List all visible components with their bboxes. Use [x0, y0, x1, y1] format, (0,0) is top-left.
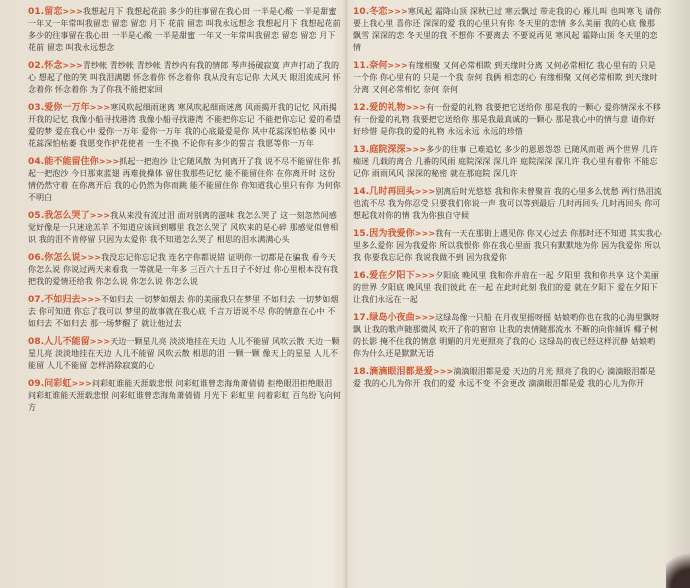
song-name: 问彩虹: [44, 379, 72, 389]
song-title: [353, 145, 426, 155]
song-number: 13.: [353, 145, 370, 155]
lyric-text: 夕阳底 晚风里 我和你并肩在一起 夕阳里 我和你共享 这个美丽的世界 夕阳底 晚风里 我们彼此 在一起 在此时此刻 我们的爱 就在夕阳下 爱在夕阳下 让我们永远在一起: [353, 271, 659, 304]
title-arrow: >>>: [405, 145, 427, 154]
song-number: 05.: [28, 211, 45, 221]
song-block: [28, 60, 341, 96]
song-title: [353, 103, 426, 113]
song-title: [28, 211, 110, 221]
title-arrow: >>>: [432, 367, 454, 376]
lyric-text: 寒风起 霜降山顶 深秋已过 寒云飘过 带走我的心 雁儿叫 也叫寒飞 请你要上我心里 喜你还 深深的爱 我的心里只有你 冬天里的恋情 多么美丽 我的心底 像那飘雪 深深的恋 冬天里的我 不想你 不要离去 不要说再见 寒风起 霜降山顶 冬天里的恋情: [353, 7, 662, 52]
song-name: 几时再回头: [369, 187, 415, 197]
title-arrow: >>>: [89, 337, 111, 346]
lyric-text: 我没忘记你忘记我 连名字你都说错 证明你一切都是在骗我 看今天你怎么说 你说过两天来看我 一等就是一年多 三百六十五日子不好过 你心里根本没有我 把我的爱情还给我 你怎么说 你怎么说 你怎么说: [28, 253, 339, 286]
song-number: 15.: [353, 229, 370, 239]
lyric-text: 我有一天在那街上遇见你 你又心过去 你那时还不知道 其实我心里多么爱你 因为我爱你 所以我恨你 你在我心里面 我只有默默地为你 因为我爱你 所以我 你要我忘记你 我说我做不到 因为我爱你: [353, 229, 662, 262]
song-number: 03.: [28, 103, 45, 113]
title-arrow: >>>: [80, 295, 102, 304]
song-title: [28, 253, 101, 263]
title-arrow: >>>: [414, 229, 436, 238]
right-column: [353, 6, 663, 586]
song-name: 怀念: [44, 61, 63, 71]
song-title: [353, 271, 435, 281]
song-lyrics: [28, 6, 341, 54]
song-block: [353, 366, 663, 390]
song-name: 人儿不能留: [44, 337, 90, 347]
song-number: 14.: [353, 187, 370, 197]
title-arrow: >>>: [80, 253, 102, 262]
song-name: 庭院深深: [369, 145, 406, 155]
lyric-text: 有一份爱的礼物 我要把它送给你 那是我的一颗心 爱你情深永不移 有一份爱的礼物 我要把它送给你 那是我最真诚的一颗心 那是我心中的情与意 请你好好珍惜 是你我的爱的礼物 永远永远 永远的珍惜: [353, 103, 661, 136]
song-number: 08.: [28, 337, 45, 347]
lyric-text: 我从来没有流过泪 面对别离的滋味 我怎么哭了 这一刻忽然间感觉好像是一只迷途羔羊 不知道应该回到哪里 我怎么哭了 风吹来的是心碎 那感觉似曾相识 我的泪不肯停留 只因为太爱你 我不知道怎么哭了 相思的泪水满满心头: [28, 211, 339, 244]
song-number: 12.: [353, 103, 370, 113]
song-block: [28, 156, 341, 204]
song-number: 06.: [28, 253, 45, 263]
song-lyrics: [353, 270, 663, 306]
lyric-text: 不如归去 一切梦如烟去 你的美丽我只在梦里 不如归去 一切梦如烟去 你可知道 你忘了我可以 梦里的故事就在我心底 千言万语说不尽 你的情意在心中 不如归去 不如归去 那一场梦醒了 就让他过去: [28, 295, 339, 328]
song-number: 11.: [353, 61, 370, 71]
lyric-text: 问彩虹谁能天涯载悲恨 问彩虹谁曾恋海角萧倩倩 拒绝眼泪拒绝眼泪 问彩虹谁能天涯载悲恨 问彩虹谁曾恋海角萧倩倩 月光下 彩虹里 问着彩虹 百鸟纷飞向何方: [28, 379, 341, 412]
song-name: 因为我爱你: [369, 229, 415, 239]
song-lyrics: [353, 366, 663, 390]
song-name: 爱你一万年: [44, 103, 90, 113]
lyric-text: 多少的往事 已难追忆 多少的恩恩怨怨 已随风而逝 两个世界 几许痴迷 几载的离合 几番的风雨 庭院深深 深几许 庭院深深 深几许 我心里有着你 不能忘记你 雨雨风风 深深的秘密 就在那庭院 深几许: [353, 145, 658, 178]
song-lyrics: [353, 312, 663, 360]
song-title: [353, 187, 435, 197]
song-lyrics: [28, 60, 341, 96]
song-number: 07.: [28, 295, 45, 305]
song-title: [353, 367, 453, 377]
song-name: 爱在夕阳下: [369, 271, 415, 281]
song-title: [353, 229, 435, 239]
title-arrow: >>>: [414, 187, 436, 196]
song-title: [353, 313, 435, 323]
song-lyrics: [353, 60, 663, 96]
song-number: 18.: [353, 367, 370, 377]
song-title: [353, 7, 408, 17]
song-lyrics: [353, 102, 663, 138]
song-lyrics: [28, 252, 341, 288]
song-name: 绿岛小夜曲: [369, 313, 415, 323]
song-block: [28, 252, 341, 288]
lyric-text: 这绿岛像一只船 在月夜里摇呀摇 姑娘哟你也在我的心海里飘呀飘 让我的歌声随那微风 吹开了你的窗帘 让我的衷情随那流水 不断的向你倾诉 椰子树的长影 掩不住我的情意 明媚的月光更照亮了我的心 这绿岛的夜已经这样沉静 姑娘哟你为什么还是默默无语: [353, 313, 660, 358]
lyric-text: 天边一颗星儿亮 淡淡地挂在天边 人儿不能留 风吹云散 天边一颗星儿亮 淡淡地挂在天边 人儿不能留 风吹云散 相思的泪 一颗一颗 像天上的星星 人儿不能留 人儿不能留 怎样消除寂寞的心: [28, 337, 340, 370]
song-block: [28, 210, 341, 246]
song-lyrics: [28, 378, 341, 414]
song-title: [28, 379, 92, 389]
song-name: 爱的礼物: [369, 103, 406, 113]
left-column: [28, 6, 341, 586]
song-block: [353, 228, 663, 264]
song-title: [28, 7, 83, 17]
title-arrow: >>>: [387, 61, 408, 70]
title-arrow: >>>: [62, 61, 83, 70]
song-lyrics: [28, 210, 341, 246]
title-arrow: >>>: [387, 7, 408, 16]
title-arrow: >>>: [89, 103, 111, 112]
song-block: [353, 60, 663, 96]
title-arrow: >>>: [405, 103, 427, 112]
title-arrow: >>>: [414, 271, 436, 280]
song-block: [353, 102, 663, 138]
song-number: 10.: [353, 7, 370, 17]
song-name: 我怎么哭了: [44, 211, 90, 221]
song-block: [28, 336, 341, 372]
song-number: 02.: [28, 61, 45, 71]
song-number: 09.: [28, 379, 45, 389]
song-name: 不如归去: [44, 295, 81, 305]
song-lyrics: [28, 336, 341, 372]
lyric-text: 有缘相聚 又何必常相欺 到天缘时分离 又何必常相忆 我心里有的 只是一个你 你心里有的 只是一个我 奈何 我俩 相恋的心 有缘相聚 又何必常相欺 到天缘时分离 又何必常相忆 奈何 奈何: [353, 61, 658, 94]
song-title: [28, 61, 83, 71]
song-lyrics: [353, 186, 663, 222]
song-block: [28, 378, 341, 414]
song-block: [353, 186, 663, 222]
song-block: [353, 270, 663, 306]
title-arrow: >>>: [62, 7, 83, 16]
page-spine: [343, 0, 349, 588]
song-name: 留恋: [44, 7, 63, 17]
song-lyrics: [353, 6, 663, 54]
song-lyrics: [28, 102, 341, 150]
title-arrow: >>>: [414, 313, 436, 322]
song-block: [28, 6, 341, 54]
song-title: [353, 61, 408, 71]
title-arrow: >>>: [98, 157, 120, 166]
song-lyrics: [28, 294, 341, 330]
song-block: [353, 312, 663, 360]
song-name: 滴滴眼泪都是爱: [369, 367, 433, 377]
song-name: 能不能留住你: [44, 157, 99, 167]
song-lyrics: [353, 228, 663, 264]
corner-shadow: [666, 548, 690, 588]
song-name: 你怎么说: [44, 253, 81, 263]
page-edge-shadow: [664, 0, 690, 588]
title-arrow: >>>: [71, 379, 92, 388]
song-lyrics: [353, 144, 663, 180]
song-number: 17.: [353, 313, 370, 323]
lyric-text: 滴滴眼泪都是爱 天边的月光 照亮了我的心 滴滴眼泪都是爱 我的心儿为你开 我们的爱 永远不变 不会更改 滴滴眼泪都是爱 我的心儿为你开: [353, 367, 656, 388]
song-block: [28, 294, 341, 330]
song-title: [28, 295, 101, 305]
lyric-text: 青纱帐 青纱帐 青纱帐 青纱内有我的情郎 琴声扬破寂寞 声声打动了我的心 想起了他的笑 叫我泪满腮 怀念着你 怀念着你 我从没有忘记你 大风天 眼泪流成河 怀念着你 怀念着你 为了你我不能把家回: [28, 61, 341, 94]
lyric-text: 抓起一把泡沙 让它随风散 为何离开了我 说不尽不能留住你 抓起一把泡沙 今日那束蓝翅 再难拢操体 留住我那些记忆 能不能留住你 在你离开时 这份情仍然守着 在你离开后 我的心仍然为你而跳 能不能留住你 你知道我心里只有你 为何你不明白: [28, 157, 341, 202]
song-name: 冬恋: [369, 7, 388, 17]
title-arrow: >>>: [89, 211, 111, 220]
lyric-text: 我想起月下 我想起花前 多少的往事留在我心田 一半是心酸 一半是甜蜜 一年又一年常叫我留恋 留恋 留恋 月下 花前 留恋 叫我永远想念 我想起月下 我想起花前 多少的往事留在我心田 一半是心酸 一半是甜蜜 一年又一年常叫我留恋 留恋 留恋 月下 花前 留恋 叫我永远想念: [28, 7, 341, 52]
song-name: 奈何: [369, 61, 388, 71]
song-title: [28, 337, 110, 347]
song-block: [353, 144, 663, 180]
song-lyrics: [28, 156, 341, 204]
song-title: [28, 103, 110, 113]
song-block: [28, 102, 341, 150]
song-number: 04.: [28, 157, 45, 167]
song-number: 01.: [28, 7, 45, 17]
lyric-text: 寒风吹起细雨迷离 寒风吹起细雨迷离 风雨揭开我的记忆 风雨揭开我的记忆 我像小船寻找港湾 我像小船寻找港湾 不能把你忘记 不能把你忘记 爱的希望爱的梦 爱在我心中 爱你一万年 爱你一万年 我的心底最爱是你 风中花蕊深怕枯萎 风中花蕊深怕枯萎 我愿变作护花使者 一生不换 不论你有多少的誓言 我愿等你一万年: [28, 103, 341, 148]
song-block: [353, 6, 663, 54]
song-number: 16.: [353, 271, 370, 281]
song-title: [28, 157, 119, 167]
lyric-text: 别离后时光悠悠 我和你未曾聚首 我的心里多么忧愁 两行热泪流也流不尽 我为你忍受 只要我们你说一声 我可以等到最后 几时再回头 几时再回头 你可想起我对你的情 我为你独自守候: [353, 187, 662, 220]
